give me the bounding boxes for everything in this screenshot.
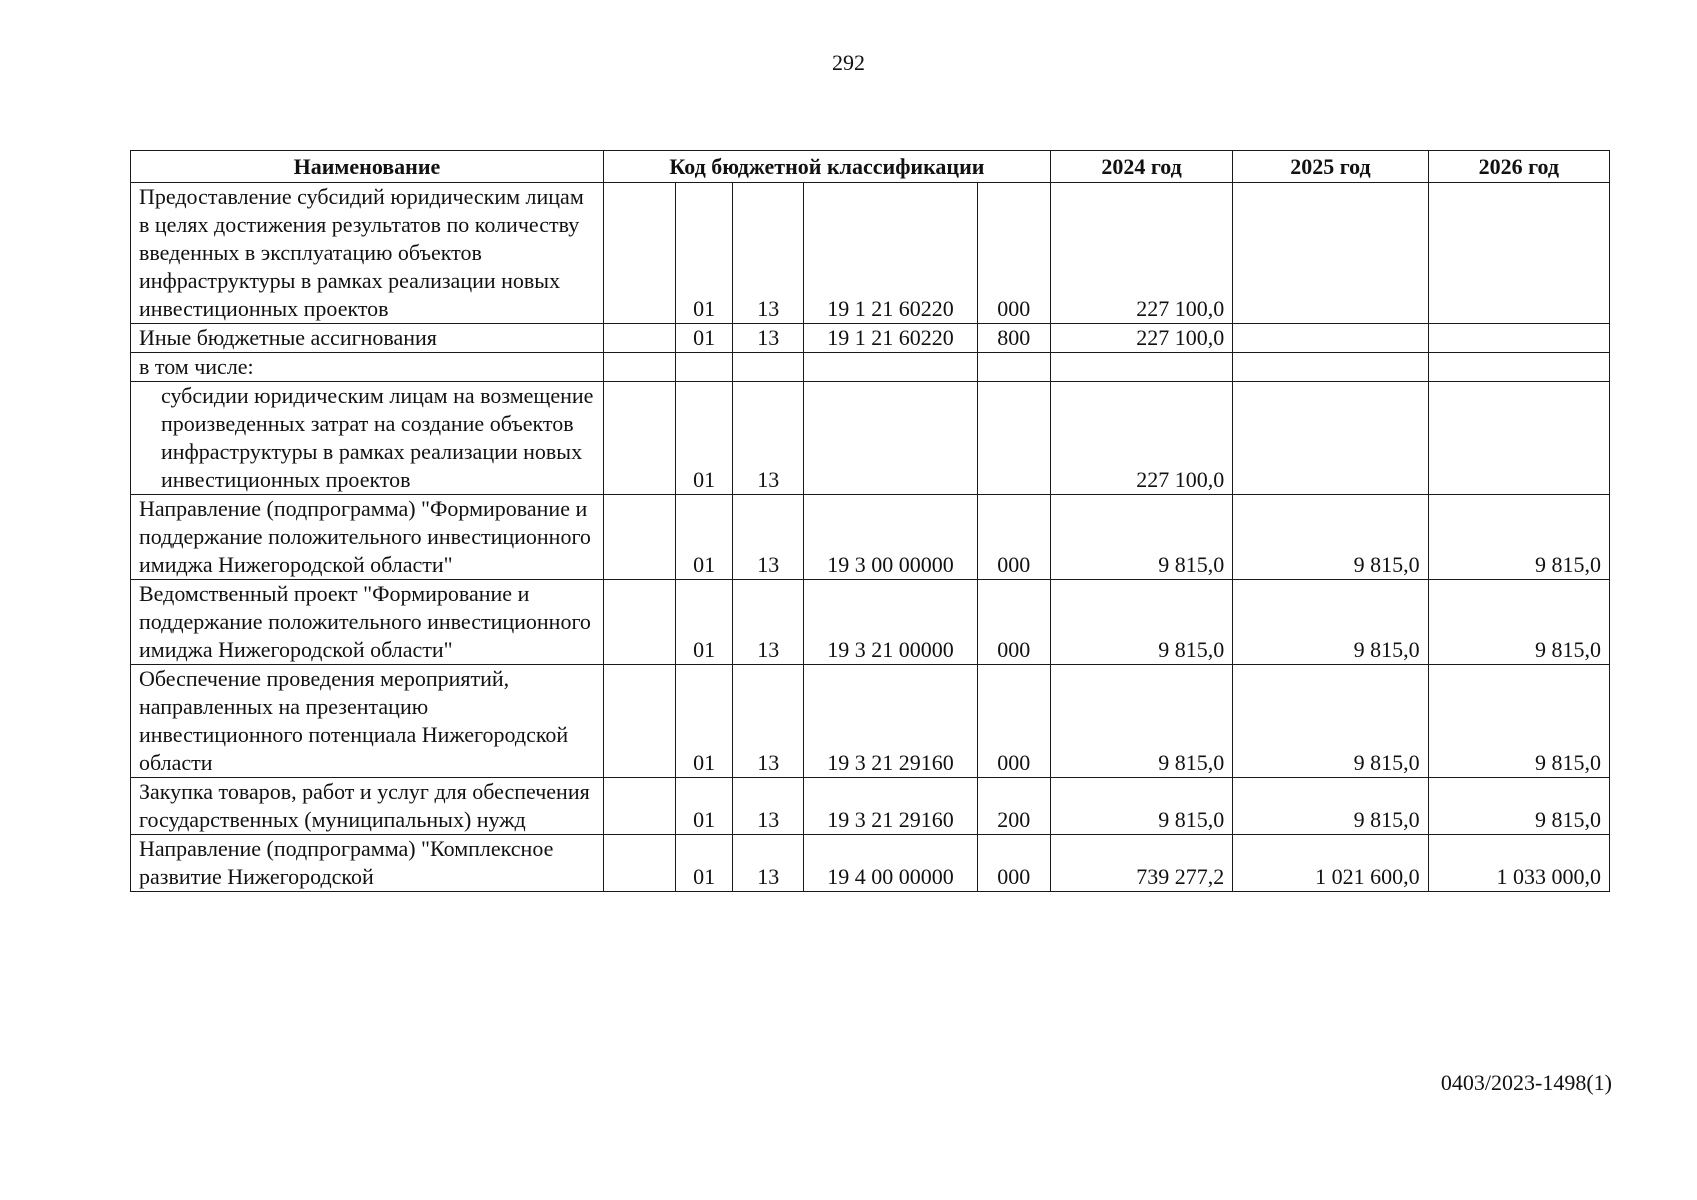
row-value-2024: 9 815,0 — [1050, 665, 1232, 778]
row-code-subsection: 13 — [733, 382, 804, 495]
row-code-target: 19 3 21 00000 — [804, 580, 977, 665]
row-code-expense-type: 800 — [977, 324, 1050, 353]
row-value-2025: 9 815,0 — [1233, 495, 1428, 580]
table-row — [131, 183, 1610, 324]
row-value-2026: 9 815,0 — [1428, 665, 1609, 778]
document-code: 0403/2023-1498(1) — [1440, 1070, 1612, 1095]
table-row — [131, 353, 1610, 382]
row-code-blank — [603, 835, 675, 892]
row-code-subsection: 13 — [733, 183, 804, 324]
row-code-section: 01 — [676, 324, 733, 353]
row-code-subsection: 13 — [733, 778, 804, 835]
row-code-subsection: 13 — [733, 324, 804, 353]
header-2026: 2026 год — [1428, 151, 1609, 183]
row-code-section: 01 — [676, 183, 733, 324]
table-row — [131, 778, 1610, 835]
row-value-2025: 9 815,0 — [1233, 778, 1428, 835]
row-code-section: 01 — [676, 382, 733, 495]
row-code-section: 01 — [676, 580, 733, 665]
row-value-2024: 227 100,0 — [1050, 324, 1232, 353]
header-name: Наименование — [131, 151, 604, 183]
row-value-2026 — [1428, 183, 1609, 324]
page-number: 292 — [832, 50, 865, 75]
row-name: Направление (подпрограмма) "Комплексное развитие Нижегородской — [131, 835, 604, 892]
row-code-subsection: 13 — [733, 665, 804, 778]
table-row — [131, 665, 1610, 778]
row-code-blank — [603, 353, 675, 382]
row-code-expense-type — [977, 353, 1050, 382]
row-code-target — [804, 353, 977, 382]
row-code-section: 01 — [676, 495, 733, 580]
row-value-2024: 227 100,0 — [1050, 382, 1232, 495]
table-header-row — [131, 151, 1610, 183]
row-code-section: 01 — [676, 778, 733, 835]
row-name: Закупка товаров, работ и услуг для обеспечения государственных (муниципальных) нужд — [131, 778, 604, 835]
row-name: в том числе: — [131, 353, 604, 382]
row-code-target: 19 1 21 60220 — [804, 183, 977, 324]
row-name: Ведомственный проект "Формирование и поддержание положительного инвестиционного имиджа Нижегородской области" — [131, 580, 604, 665]
row-value-2025: 9 815,0 — [1233, 665, 1428, 778]
row-value-2025 — [1233, 353, 1428, 382]
row-code-target: 19 4 00 00000 — [804, 835, 977, 892]
row-name: Обеспечение проведения мероприятий, направленных на презентацию инвестиционного потенциала Нижегородской области — [131, 665, 604, 778]
row-value-2025: 9 815,0 — [1233, 580, 1428, 665]
budget-table — [130, 150, 1610, 892]
row-code-expense-type: 200 — [977, 778, 1050, 835]
row-value-2024: 9 815,0 — [1050, 580, 1232, 665]
table-row — [131, 324, 1610, 353]
row-value-2024: 9 815,0 — [1050, 778, 1232, 835]
row-value-2026 — [1428, 353, 1609, 382]
row-code-section — [676, 353, 733, 382]
row-name: Предоставление субсидий юридическим лицам в целях достижения результатов по количеству введенных в эксплуатацию объектов инфраструктуры в рамках реализации новых инвестиционных проектов — [131, 183, 604, 324]
row-value-2024 — [1050, 353, 1232, 382]
header-2024: 2024 год — [1050, 151, 1232, 183]
row-value-2024: 739 277,2 — [1050, 835, 1232, 892]
row-code-blank — [603, 324, 675, 353]
row-name: Направление (подпрограмма) "Формирование и поддержание положительного инвестиционного имиджа Нижегородской области" — [131, 495, 604, 580]
table-row — [131, 382, 1610, 495]
header-code: Код бюджетной классификации — [603, 151, 1050, 183]
header-2025: 2025 год — [1233, 151, 1428, 183]
row-value-2024: 9 815,0 — [1050, 495, 1232, 580]
row-code-blank — [603, 778, 675, 835]
row-value-2025 — [1233, 382, 1428, 495]
row-code-target: 19 1 21 60220 — [804, 324, 977, 353]
table-row — [131, 495, 1610, 580]
row-code-expense-type: 000 — [977, 495, 1050, 580]
row-value-2025 — [1233, 183, 1428, 324]
row-code-section: 01 — [676, 665, 733, 778]
row-code-expense-type: 000 — [977, 580, 1050, 665]
row-code-subsection: 13 — [733, 495, 804, 580]
row-value-2026: 9 815,0 — [1428, 495, 1609, 580]
row-code-target: 19 3 21 29160 — [804, 778, 977, 835]
row-value-2026 — [1428, 382, 1609, 495]
row-code-expense-type: 000 — [977, 835, 1050, 892]
row-value-2024: 227 100,0 — [1050, 183, 1232, 324]
row-code-expense-type: 000 — [977, 665, 1050, 778]
row-value-2025: 1 021 600,0 — [1233, 835, 1428, 892]
row-code-blank — [603, 665, 675, 778]
row-code-subsection: 13 — [733, 580, 804, 665]
table-row — [131, 835, 1610, 892]
row-name: Иные бюджетные ассигнования — [131, 324, 604, 353]
row-value-2026 — [1428, 324, 1609, 353]
row-code-target — [804, 382, 977, 495]
row-code-blank — [603, 495, 675, 580]
row-code-subsection — [733, 353, 804, 382]
row-value-2026: 9 815,0 — [1428, 778, 1609, 835]
row-name: субсидии юридическим лицам на возмещение произведенных затрат на создание объектов инфраструктуры в рамках реализации новых инвестиционных проектов — [131, 382, 604, 495]
table-row — [131, 580, 1610, 665]
row-code-subsection: 13 — [733, 835, 804, 892]
row-value-2026: 9 815,0 — [1428, 580, 1609, 665]
row-code-target: 19 3 21 29160 — [804, 665, 977, 778]
row-code-target: 19 3 00 00000 — [804, 495, 977, 580]
row-code-section: 01 — [676, 835, 733, 892]
row-code-blank — [603, 183, 675, 324]
row-code-expense-type — [977, 382, 1050, 495]
row-value-2026: 1 033 000,0 — [1428, 835, 1609, 892]
row-code-blank — [603, 580, 675, 665]
row-value-2025 — [1233, 324, 1428, 353]
row-code-expense-type: 000 — [977, 183, 1050, 324]
row-code-blank — [603, 382, 675, 495]
